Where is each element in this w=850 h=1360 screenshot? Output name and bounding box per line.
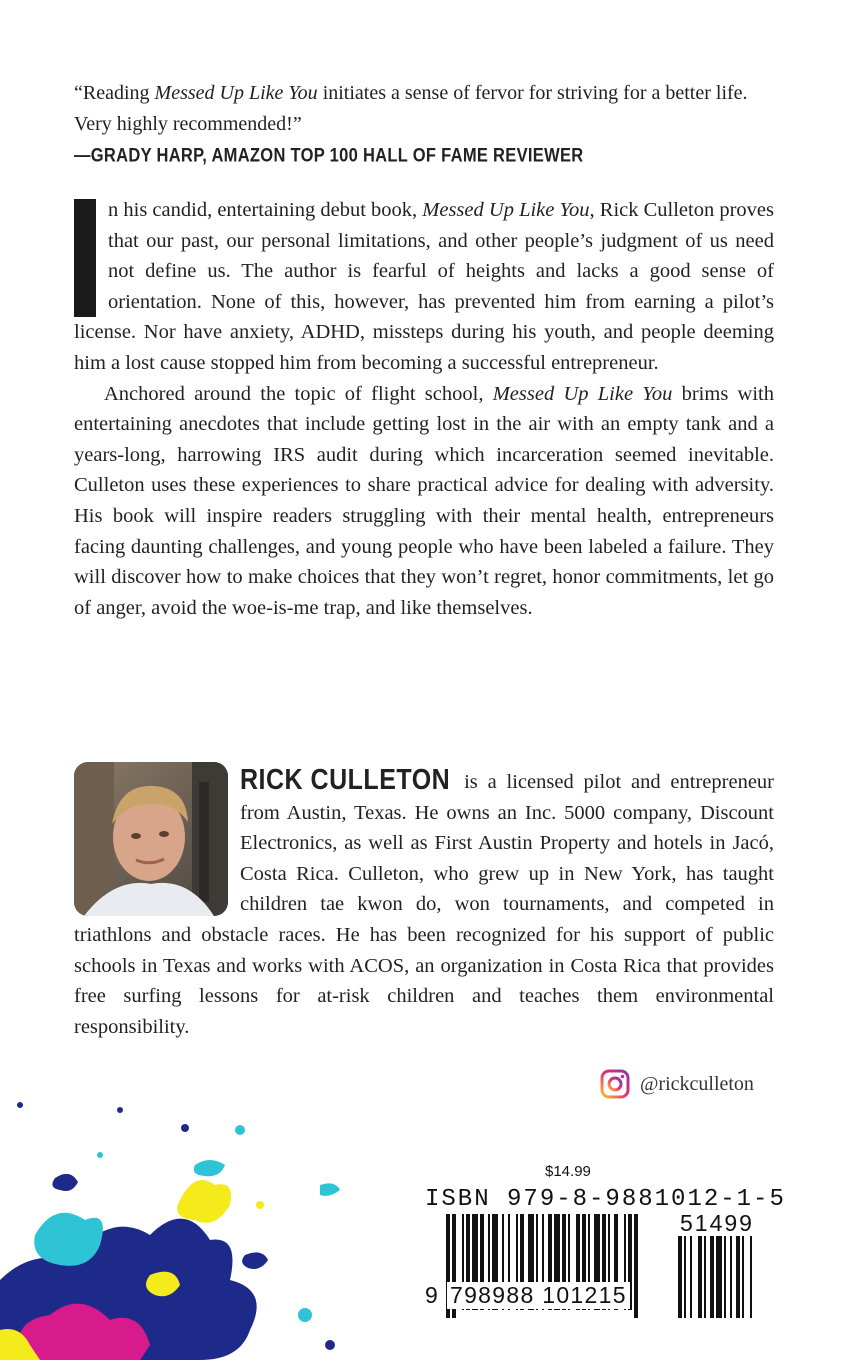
description-p1-start: n his candid, entertaining debut book, — [108, 199, 423, 221]
description-p2-start: Anchored around the topic of flight school, — [104, 382, 493, 405]
instagram-handle[interactable] — [600, 1069, 754, 1099]
author-bio-text: is a licensed pilot and entrepreneur from Austin, Texas. He owns an Inc. 5000 company, Discount Electronics, as well as First Austin Property and hotels in Jacó, Costa Rica. Culleton, who grew up in New York, has taught children tae kwon do, won tournaments, and competed in triathlons and obstacle races. He has been recognized for his support of public schools in Texas and works with ACOS, an organization in Costa Rica that provides free surfing lessons for at-risk children and teaches them environmental responsibility. — [74, 771, 775, 1038]
addon-digits: 51499 — [680, 1210, 754, 1236]
addon-bar — [710, 1236, 714, 1318]
description-paragraph-1 — [74, 195, 774, 379]
instagram-icon — [600, 1069, 630, 1099]
author-bio — [74, 765, 774, 1042]
addon-bar — [678, 1236, 682, 1318]
description-p2-title: Messed Up Like You — [492, 382, 673, 405]
description-paragraph-2 — [74, 379, 774, 624]
quote-attribution: —GRADY HARP, AMAZON TOP 100 HALL OF FAME REVIEWER — [74, 145, 584, 167]
addon-bar — [690, 1236, 692, 1318]
author-name: RICK CULLETON — [240, 763, 451, 797]
quote-open: “Reading — [74, 82, 155, 104]
addon-bar — [730, 1236, 732, 1318]
drop-cap-I — [74, 199, 96, 317]
price-label: $14.99 — [545, 1163, 591, 1180]
paint-splash-decoration — [0, 1060, 360, 1360]
addon-bar — [698, 1236, 702, 1318]
addon-bar — [684, 1236, 686, 1318]
description-p1-end: , Rick Culleton proves that our past, our personal limitations, and other people’s judgment of us need not define us. The author is fearful of heights and lacks a good sense of orientation. None of this, however, has prevented him from earning a pilot’s license. Nor have anxiety, ADHD, missteps during his youth, and people deeming him a lost cause stopped him from becoming a successful entrepreneur. — [74, 199, 774, 374]
description-p1-title: Messed Up Like You — [422, 199, 590, 221]
book-description — [74, 195, 774, 623]
addon-bar — [736, 1236, 740, 1318]
barcode-bar — [634, 1214, 638, 1318]
addon-bar — [716, 1236, 722, 1318]
description-p2-end: brims with entertaining anecdotes that include getting lost in the air with an empty tank and a years-long, harrowing IRS audit during which incarceration seemed inevitable. Culleton uses these experiences to share practical advice for dealing with adversity. His book will inspire readers struggling with their mental health, entrepreneurs facing daunting challenges, and young people who have been labeled a failure. They will discover how to make choices that they won’t regret, honor commitments, let go of anger, avoid the woe-is-me trap, and like themselves. — [74, 382, 774, 619]
addon-bar — [704, 1236, 706, 1318]
quote-text: initiates a sense of fervor for striving for a better life. Very highly recommended!” — [74, 82, 748, 135]
instagram-handle-text: @rickculleton — [640, 1072, 754, 1095]
review-quote — [74, 78, 784, 172]
addon-bar — [742, 1236, 744, 1318]
barcode-lead-digit: 9 — [425, 1282, 438, 1308]
addon-bar — [724, 1236, 726, 1318]
quote-book-title: Messed Up Like You — [154, 82, 318, 104]
addon-bar — [750, 1236, 752, 1318]
isbn-text: ISBN 979-8-9881012-1-5 — [425, 1186, 786, 1213]
barcode-digits: 798988 101215 — [447, 1282, 630, 1309]
